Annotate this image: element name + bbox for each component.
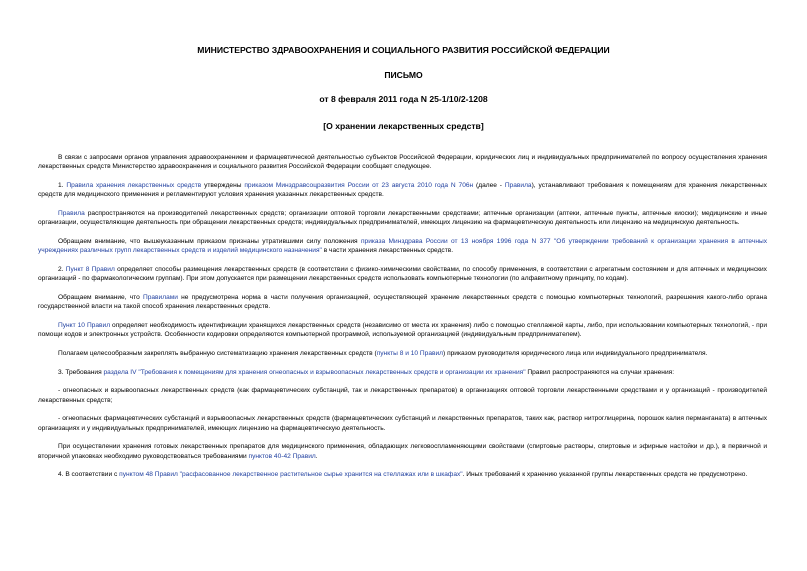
ministry-title: МИНИСТЕРСТВО ЗДРАВООХРАНЕНИЯ И СОЦИАЛЬНОГО РАЗВИТИЯ РОССИЙСКОЙ ФЕДЕРАЦИИ [197, 45, 610, 55]
paragraph-text: 3. Требования [58, 368, 104, 376]
paragraph-text: 4. В соответствии с [58, 471, 120, 479]
paragraph [38, 153, 767, 172]
paragraph [38, 442, 767, 461]
paragraph-text: В связи с запросами органов управления здравоохранением и фармацевтической деятельностью субъектов Российской Федерации, юридических лиц и индивидуальных предпринимателей по вопросу осуществления хранения лекарственных средств Министерство здравоохранения и социального развития Российской Федерации сообщает следующее. [38, 154, 767, 171]
paragraph-text: 1. [58, 182, 67, 189]
paragraph [38, 209, 767, 228]
document-link[interactable]: Пункт 8 Правил [65, 266, 115, 273]
paragraph-text: Полагаем целесообразным закреплять выбранную систематизацию хранения лекарственных средств ( [58, 350, 377, 357]
document-date-number: от 8 февраля 2011 года N 25-1/10/2-1208 [319, 94, 488, 104]
paragraph-text: (далее - [473, 182, 505, 189]
paragraph-text: - огнеопасных фармацевтических субстанций и взрывоопасных лекарственных средств (фармацевтических субстанций и лекарственных препаратов, таких как, раствор нитроглицерина, порошок калия перманганата) в аптечных организациях и у индивидуальных предпринимателей, имеющих лицензию на фармацевтическую деятельность. [38, 415, 767, 432]
document-link[interactable]: пунктов 40-42 Правил [248, 452, 316, 460]
paragraph-text: в части хранения лекарственных средств. [321, 247, 454, 255]
paragraph [38, 321, 767, 340]
paragraph-text: распространяются на производителей лекарственных средств; организации оптовой торговли лекарственными средствами; аптечные организации (аптеки, аптечные пункты, аптечные киоски); медицинские и иные организации, осуществляющие деятельность при обращении лекарственных средств; индивидуальных предпринимателей, имеющих лицензию на фармацевтическую деятельность или лицензию на медицинскую деятельность. [38, 210, 767, 227]
paragraph [38, 368, 767, 377]
paragraph-text: Обращаем внимание, что [58, 294, 143, 301]
document-link[interactable]: приказом Минздравсоцразвития России от 23 августа 2010 года N 706н [244, 182, 474, 189]
document-link[interactable]: раздела IV "Требования к помещениям для хранения огнеопасных и взрывоопасных лекарственных средств и организации их хранения" [103, 368, 526, 376]
document-link[interactable]: пунктом 48 Правил "расфасованное лекарственное растительное сырье хранится на стеллажах или в шкафах" [119, 471, 463, 479]
document-link[interactable]: Правилами [142, 294, 178, 301]
document-link[interactable]: Пункт 10 Правил [58, 322, 111, 329]
paragraph [38, 386, 767, 405]
paragraph-text: При осуществлении хранения готовых лекарственных препаратов для медицинского применения, обладающих легковоспламеняющими свойствами (спиртовые растворы, спиртовые и эфирные настойки и др.), в первичной и вторичной упаковках необходимо руководствоваться требованиями [38, 443, 767, 460]
document-link[interactable]: Правила хранения лекарственных средств [66, 182, 202, 189]
document-link[interactable]: Правила [58, 210, 85, 217]
document-type: ПИСЬМО [384, 70, 423, 80]
paragraph [38, 414, 767, 433]
paragraph-text: ) приказом руководителя юридического лица или индивидуального предпринимателя. [443, 350, 708, 357]
paragraph-text: . Иных требований к хранению указанной группы лекарственных средств не предусмотрено. [462, 471, 748, 479]
paragraph-text: утверждены [201, 182, 245, 189]
paragraph [38, 470, 767, 479]
document-link[interactable]: приказа Минздрава России от 13 ноября 1996 года N 377 "Об утверждении требований к организации хранения в аптечных учреждениях различных групп лекарственных средств и изделий медицинского назначения" [38, 238, 767, 255]
paragraph-text: Обращаем внимание, что вышеуказанным приказом признаны утратившими силу положения [58, 238, 361, 245]
paragraph-text: Правил распространяются на случаи хранения: [525, 368, 675, 376]
paragraph-text: определяет способы размещения лекарственных средств (в соответствии с физико-химическими свойствами, по способу применения, в соответствии с агрегатным состоянием и для аптечных и медицинских организаций - по фармакологическим группам). При этом допускается при размещении лекарственных средств использовать компьютерные технологии (по алфавитному принципу, по кодам). [38, 266, 767, 283]
document-link[interactable]: Правила [504, 182, 532, 189]
paragraph [38, 265, 767, 284]
paragraph-text: 2. [58, 266, 66, 273]
document-body [38, 153, 767, 489]
paragraph [38, 237, 767, 256]
paragraph-text: - огнеопасных и взрывоопасных лекарственных средств (как фармацевтических субстанций, так и лекарственных препаратов) в организациях оптовой торговли лекарственными средствами и у организаций - производителей лекарственных средств; [38, 387, 767, 404]
paragraph-text: . [315, 452, 318, 460]
paragraph [38, 293, 767, 312]
paragraph [38, 349, 767, 358]
paragraph-text: ), устанавливают требования к помещениям для хранения лекарственных средств для медицинского применения и регламентируют условия хранения указанных лекарственных средств. [38, 182, 767, 199]
document-link[interactable]: пункты 8 и 10 Правил [376, 350, 444, 357]
document-subject: [О хранении лекарственных средств] [323, 121, 484, 131]
paragraph-text: не предусмотрена норма в части получения организацией, осуществляющей хранение лекарственных средств с помощью компьютерных технологий, разрешения какого-либо органа государственной власти на такой способ хранения лекарственных средств. [38, 294, 767, 311]
paragraph-text: определяет необходимость идентификации хранящихся лекарственных средств (независимо от места их хранения) либо с помощью стеллажной карты, либо, при использовании компьютерных технологий, - при помощи кодов и электронных устройств. Особенности кодировки определяются компьютерной программой, используемой организацией (индивидуальным предпринимателем). [38, 322, 768, 339]
paragraph [38, 181, 767, 200]
